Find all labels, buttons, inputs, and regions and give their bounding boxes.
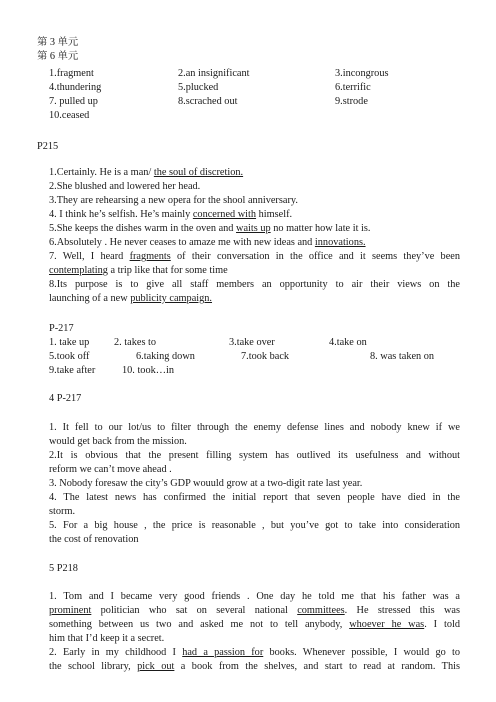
sentence-text: 7. Well, I heard (49, 251, 130, 262)
sentence-text: politician who sat on several national (91, 605, 298, 616)
section-heading-p217: P-217 (49, 323, 74, 334)
sentence-line (49, 660, 460, 673)
underlined-phrase: concerned with (192, 209, 257, 220)
sentence-line: 1. It fell to our lot/us to filter through the enemy defense lines and nobody knew if we (49, 422, 460, 433)
phrasal-answer: 1. take up (49, 337, 90, 348)
sentence-text: himself. (256, 209, 293, 220)
sentence-line: 5. For a big house , the price is reasonable , but you’ve got to take into consideration (49, 520, 460, 531)
vocab-answer: 10.ceased (49, 110, 90, 121)
sentence-line (49, 194, 298, 207)
sentence-line (49, 618, 460, 631)
phrasal-answer: 5.took off (49, 351, 90, 362)
sentence-line: the cost of renovation (49, 534, 139, 545)
underlined-phrase: committees (297, 605, 345, 616)
section-heading-p215: P215 (37, 141, 59, 152)
sentence-text: 2.She blushed and lowered her head. (49, 181, 201, 192)
sentence-line (49, 590, 460, 603)
sentence-line (49, 166, 243, 179)
phrasal-answer: 8. was taken on (370, 351, 435, 362)
underlined-phrase: fragments (129, 251, 171, 262)
sentence-text: 5.She keeps the dishes warm in the oven and (49, 223, 237, 234)
sentence-line (49, 278, 460, 291)
phrasal-answer: 6.taking down (136, 351, 195, 362)
vocab-answer: 1.fragment (49, 68, 94, 79)
phrasal-answer: 7.took back (241, 351, 290, 362)
sentence-text: something between us two and asked me not to tell anybody, (49, 619, 350, 630)
vocab-answer: 3.incongrous (335, 68, 389, 79)
sentence-text: of their conversation in the office and it seems they’ve been (170, 251, 460, 262)
sentence-line: 4. The latest news has confirmed the initial report that seven people have died in the (49, 492, 460, 503)
underlined-phrase: the soul of discretion. (153, 167, 244, 178)
sentence-line: 2.It is obvious that the present filling system has outlived its usefulness and without (49, 450, 460, 461)
sentence-line (49, 236, 366, 249)
sentence-line (49, 264, 228, 277)
sentence-text: launching of a new (49, 293, 131, 304)
vocab-answer: 7. pulled up (49, 96, 98, 107)
vocab-answer: 6.terrific (335, 82, 371, 93)
sentence-text: the school library, (49, 661, 138, 672)
sentence-line (49, 604, 460, 617)
sentence-line (49, 208, 292, 221)
sentence-text: no matter how late it is. (270, 223, 371, 234)
sentence-text: 3.They are rehearsing a new opera for the shool anniversary. (49, 195, 298, 206)
underlined-phrase: publicity campaign. (130, 293, 213, 304)
sentence-line: 3. Nobody foresaw the city’s GDP wouuld grow at a two-digit rate last year. (49, 478, 363, 489)
phrasal-answer: 3.take over (229, 337, 275, 348)
sentence-text: a trip like that for some time (107, 265, 228, 276)
sentence-text: . He stressed this was (344, 605, 460, 616)
underlined-phrase: prominent (49, 605, 92, 616)
unit-6-heading: 第 6 单元 (37, 51, 79, 62)
underlined-phrase: whoever he was (349, 619, 425, 630)
sentence-text: 1.Certainly. He is a man/ (49, 167, 154, 178)
underlined-phrase: waits up (236, 223, 271, 234)
section-heading-5: 5 P218 (49, 563, 78, 574)
underlined-phrase: had a passion for (182, 647, 264, 658)
underlined-phrase: innovations. (314, 237, 366, 248)
vocab-answer: 4.thundering (49, 82, 102, 93)
underlined-phrase: contemplating (49, 265, 108, 276)
sentence-line (49, 646, 460, 659)
vocab-answer: 8.scrached out (178, 96, 238, 107)
sentence-line: reform we can’t move ahead . (49, 464, 172, 475)
vocab-answer: 5.plucked (178, 82, 219, 93)
vocab-answer: 2.an insignificant (178, 68, 250, 79)
sentence-line (49, 180, 200, 193)
phrasal-answer: 2. takes to (114, 337, 157, 348)
sentence-text: 2. Early in my childhood I (49, 647, 183, 658)
sentence-text: 6.Absolutely . He never ceases to amaze me with new ideas and (49, 237, 315, 248)
sentence-line (49, 250, 460, 263)
sentence-text: . I told (424, 619, 461, 630)
sentence-text: 8.Its purpose is to give all staff members an opportunity to air their views on the (49, 279, 460, 290)
sentence-text: him that I’d keep it a secret. (49, 633, 165, 644)
sentence-line (49, 222, 370, 235)
phrasal-answer: 9.take after (49, 365, 96, 376)
phrasal-answer: 4.take on (329, 337, 367, 348)
sentence-line: would get back from the mission. (49, 436, 187, 447)
sentence-line: storm. (49, 506, 76, 517)
underlined-phrase: pick out (137, 661, 175, 672)
sentence-text: books. Whenever possible, I would go to (263, 647, 461, 658)
sentence-line (49, 632, 164, 645)
section-heading-4: 4 P-217 (49, 393, 82, 404)
phrasal-answer: 10. took…in (122, 365, 175, 376)
sentence-text: 4. I think he’s selfish. He’s mainly (49, 209, 193, 220)
sentence-text: a book from the shelves, and start to read at random. This (174, 661, 460, 672)
unit-3-heading: 第 3 单元 (37, 37, 79, 48)
vocab-answer: 9.strode (335, 96, 368, 107)
sentence-line (49, 292, 212, 305)
sentence-text: 1. Tom and I became very good friends . One day he told me that his father was a (49, 591, 460, 602)
